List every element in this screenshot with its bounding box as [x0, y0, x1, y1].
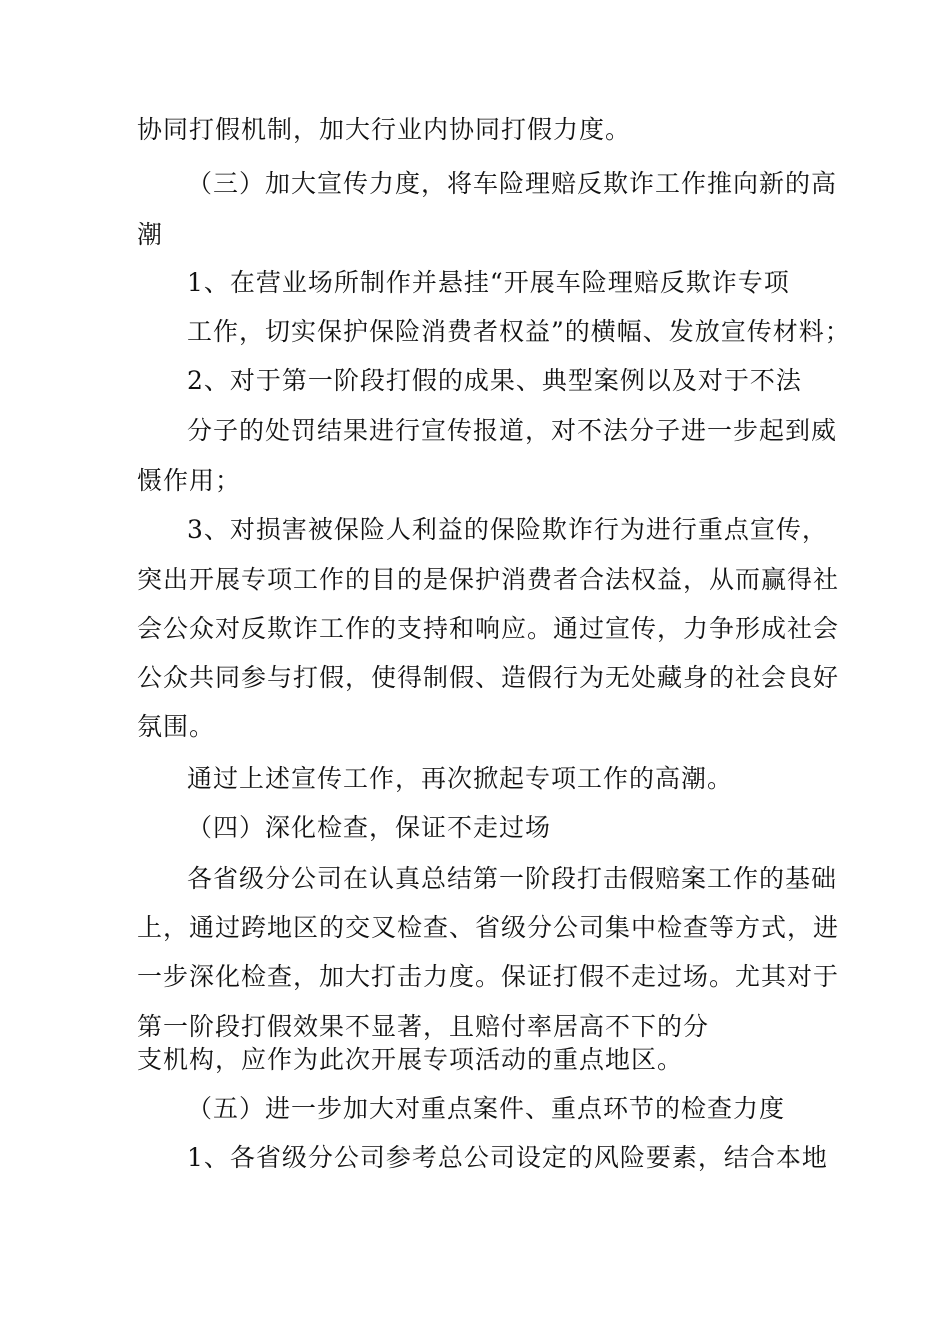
text-line-11: 会公众对反欺诈工作的支持和响应。通过宣传，力争形成社会	[137, 614, 840, 643]
text-line-13: 氛围。	[137, 712, 216, 741]
text-line-16: 各省级分公司在认真总结第一阶段打击假赔案工作的基础	[187, 864, 838, 893]
text-line-19: 第一阶段打假效果不显著，且赔付率居高不下的分	[137, 1012, 710, 1041]
text-line-7: 分子的处罚结果进行宣传报道，对不法分子进一步起到威	[187, 416, 838, 445]
text-line-3: 潮	[137, 220, 164, 249]
text-line-5: 工作，切实保护保险消费者权益”的横幅、发放宣传材料；	[187, 317, 851, 346]
text-line-8: 慑作用；	[137, 466, 242, 495]
text-line-4: 1、在营业场所制作并悬挂“开展车险理赔反欺诈专项	[187, 268, 790, 297]
text-line-1: 协同打假机制，加大行业内协同打假力度。	[137, 115, 632, 144]
text-line-6: 2、对于第一阶段打假的成果、典型案例以及对于不法	[187, 366, 802, 395]
text-line-15: （四）深化检查，保证不走过场	[187, 813, 552, 842]
text-line-14: 通过上述宣传工作，再次掀起专项工作的高潮。	[187, 764, 734, 793]
text-line-18: 一步深化检查，加大打击力度。保证打假不走过场。尤其对于	[137, 962, 840, 991]
text-line-20: 支机构，应作为此次开展专项活动的重点地区。	[137, 1045, 684, 1074]
text-line-9: 3、对损害被保险人利益的保险欺诈行为进行重点宣传，	[187, 515, 828, 544]
text-line-12: 公众共同参与打假，使得制假、造假行为无处藏身的社会良好	[137, 663, 840, 692]
text-line-17: 上，通过跨地区的交叉检查、省级分公司集中检查等方式，进	[137, 913, 840, 942]
text-line-22: 1、各省级分公司参考总公司设定的风险要素，结合本地	[187, 1143, 828, 1172]
text-line-2: （三）加大宣传力度，将车险理赔反欺诈工作推向新的高	[187, 169, 838, 198]
text-line-21: （五）进一步加大对重点案件、重点环节的检查力度	[187, 1094, 786, 1123]
text-line-10: 突出开展专项工作的目的是保护消费者合法权益，从而赢得社	[137, 565, 840, 594]
